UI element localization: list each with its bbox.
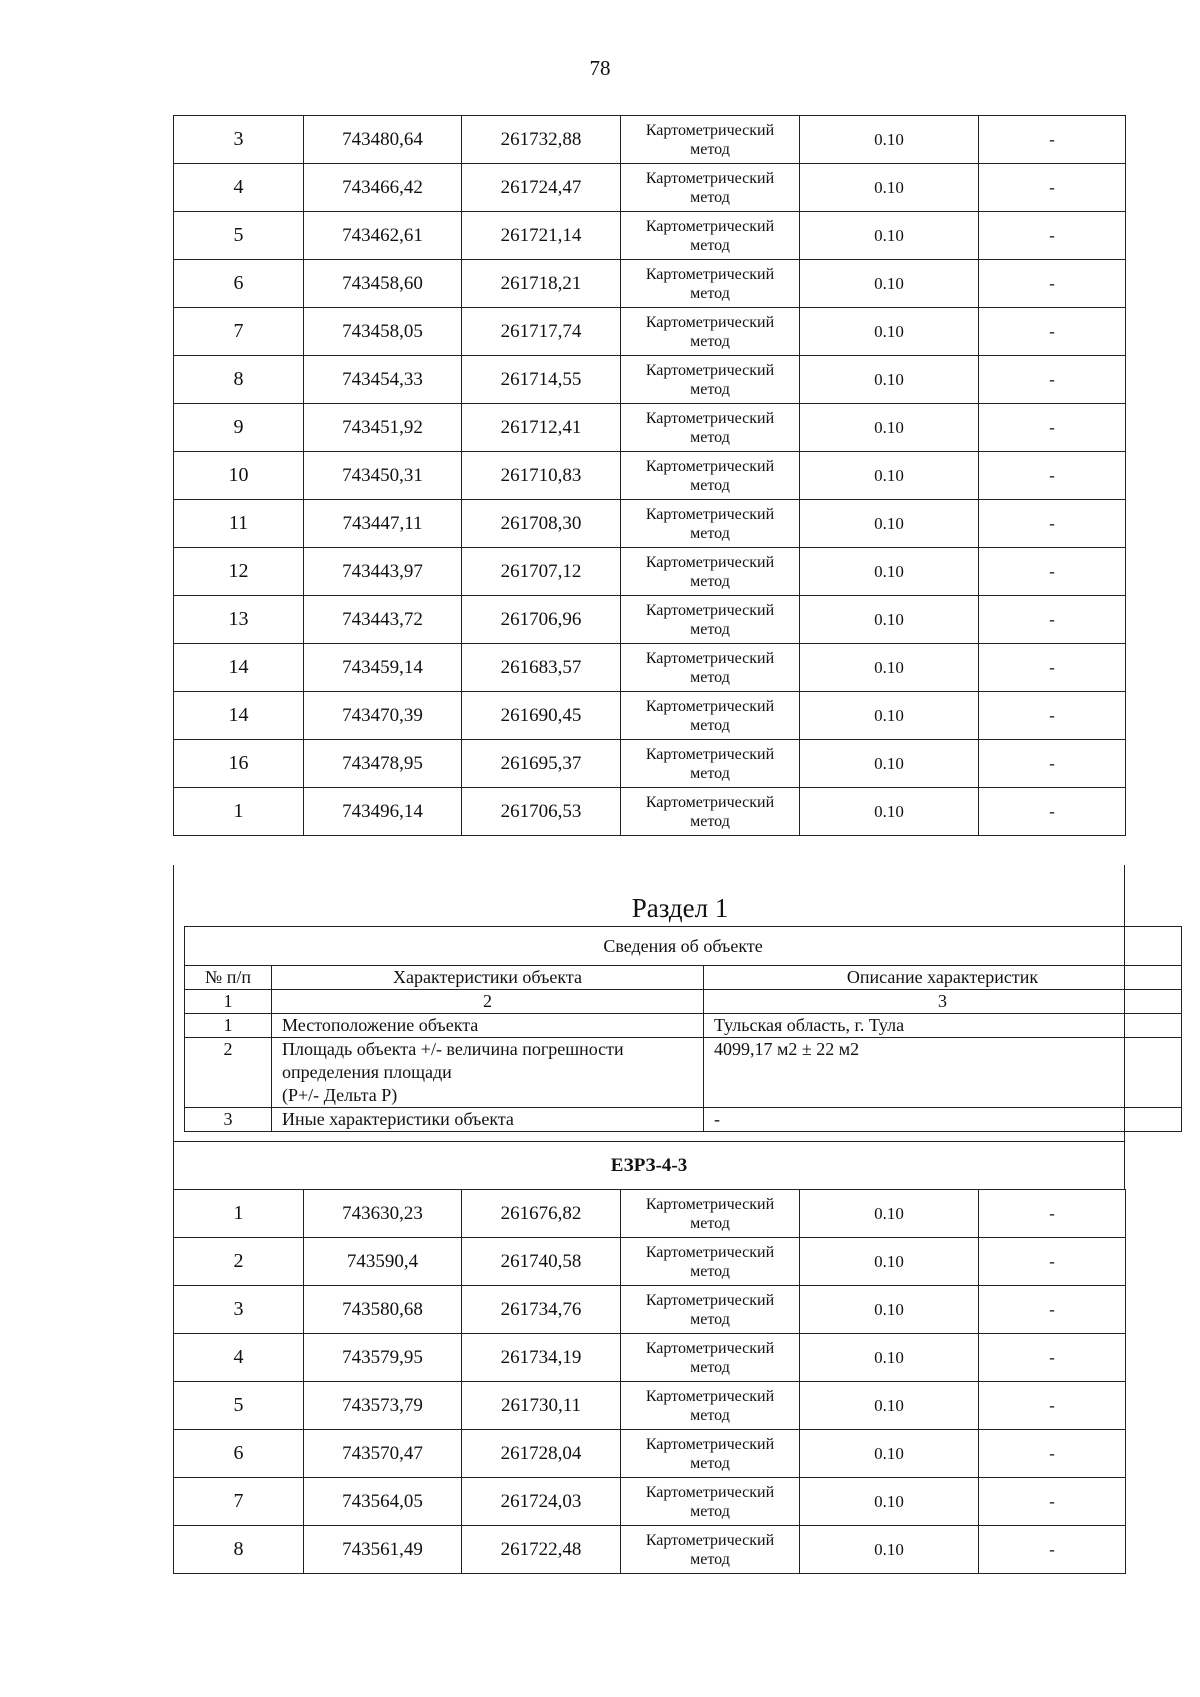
info-row [185, 1014, 1182, 1038]
method-line: метод [690, 236, 730, 254]
accuracy: 0.10 [800, 356, 979, 404]
point-number: 11 [174, 500, 304, 548]
index-cell: 2 [272, 990, 704, 1014]
coord-y: 261717,74 [462, 308, 621, 356]
point-number: 7 [174, 308, 304, 356]
table-row [174, 164, 1126, 212]
method-line: метод [690, 524, 730, 542]
coord-y: 261690,45 [462, 692, 621, 740]
method-line: Картометрический [645, 121, 775, 139]
method-cell [621, 164, 800, 212]
info-row [185, 1108, 1182, 1132]
method-line: Картометрический [645, 313, 775, 331]
method-cell [621, 1238, 800, 1286]
coord-x: 743579,95 [304, 1334, 462, 1382]
method-line: метод [690, 1550, 730, 1568]
table-row [174, 404, 1126, 452]
accuracy: 0.10 [800, 740, 979, 788]
method-line: метод [690, 332, 730, 350]
coord-y: 261724,03 [462, 1478, 621, 1526]
point-number: 5 [174, 1382, 304, 1430]
section-title: Раздел 1 [631, 893, 729, 923]
table-row [174, 596, 1126, 644]
coord-y: 261710,83 [462, 452, 621, 500]
method-line: Картометрический [645, 217, 775, 235]
method-line: метод [690, 476, 730, 494]
method-line: метод [690, 284, 730, 302]
description: - [979, 500, 1126, 548]
coord-y: 261714,55 [462, 356, 621, 404]
method-line: метод [690, 428, 730, 446]
method-line: метод [690, 764, 730, 782]
point-number: 3 [174, 116, 304, 164]
method-line: метод [690, 572, 730, 590]
description: - [979, 548, 1126, 596]
accuracy: 0.10 [800, 116, 979, 164]
description: - [979, 308, 1126, 356]
method-line: метод [690, 188, 730, 206]
info-name-line: Площадь объекта +/- величина погрешности [282, 1039, 624, 1059]
accuracy: 0.10 [800, 692, 979, 740]
info-caption-row [185, 927, 1182, 966]
table-row [174, 1334, 1126, 1382]
method-line: Картометрический [645, 745, 775, 763]
table-row [174, 212, 1126, 260]
method-cell [621, 692, 800, 740]
coord-x: 743459,14 [304, 644, 462, 692]
coord-y: 261721,14 [462, 212, 621, 260]
coord-x: 743454,33 [304, 356, 462, 404]
method-cell [621, 356, 800, 404]
info-row-name [272, 1014, 704, 1038]
point-number: 5 [174, 212, 304, 260]
description: - [979, 1382, 1126, 1430]
accuracy: 0.10 [800, 1190, 979, 1238]
table-row [174, 1190, 1126, 1238]
coord-y: 261724,47 [462, 164, 621, 212]
coord-x: 743478,95 [304, 740, 462, 788]
coord-x: 743451,92 [304, 404, 462, 452]
coord-x: 743458,60 [304, 260, 462, 308]
method-cell [621, 788, 800, 836]
coord-y: 261734,76 [462, 1286, 621, 1334]
description: - [979, 1334, 1126, 1382]
accuracy: 0.10 [800, 596, 979, 644]
accuracy: 0.10 [800, 1478, 979, 1526]
method-cell [621, 1430, 800, 1478]
accuracy: 0.10 [800, 212, 979, 260]
accuracy: 0.10 [800, 1430, 979, 1478]
method-cell [621, 260, 800, 308]
table-row [174, 1382, 1126, 1430]
accuracy: 0.10 [800, 1334, 979, 1382]
method-line: Картометрический [645, 505, 775, 523]
accuracy: 0.10 [800, 1382, 979, 1430]
coord-y: 261683,57 [462, 644, 621, 692]
method-line: Картометрический [645, 793, 775, 811]
index-cell: 1 [185, 990, 272, 1014]
info-header-row [185, 966, 1182, 990]
table-row [174, 548, 1126, 596]
info-name-line: Местоположение объекта [282, 1015, 479, 1035]
info-name-line: (Р+/- Дельта Р) [282, 1085, 398, 1105]
accuracy: 0.10 [800, 644, 979, 692]
method-line: Картометрический [645, 553, 775, 571]
coord-x: 743564,05 [304, 1478, 462, 1526]
method-line: Картометрический [645, 409, 775, 427]
coord-y: 261722,48 [462, 1526, 621, 1574]
info-row-value: - [704, 1108, 1182, 1132]
coord-x: 743447,11 [304, 500, 462, 548]
method-line: метод [690, 1310, 730, 1328]
point-number: 1 [174, 788, 304, 836]
accuracy: 0.10 [800, 404, 979, 452]
header-description: Описание характеристик [704, 966, 1182, 990]
point-number: 13 [174, 596, 304, 644]
coord-x: 743458,05 [304, 308, 462, 356]
object-info-table [184, 926, 1182, 1132]
method-line: Картометрический [645, 265, 775, 283]
info-row-value: 4099,17 м2 ± 22 м2 [704, 1038, 1182, 1108]
point-number: 8 [174, 356, 304, 404]
method-cell [621, 548, 800, 596]
coord-x: 743443,97 [304, 548, 462, 596]
description: - [979, 260, 1126, 308]
coord-y: 261740,58 [462, 1238, 621, 1286]
coord-x: 743450,31 [304, 452, 462, 500]
table-row [174, 116, 1126, 164]
method-line: Картометрический [645, 457, 775, 475]
accuracy: 0.10 [800, 452, 979, 500]
method-line: Картометрический [645, 1195, 775, 1213]
coord-x: 743573,79 [304, 1382, 462, 1430]
method-line: Картометрический [645, 1339, 775, 1357]
info-name-line: Иные характеристики объекта [282, 1109, 514, 1129]
description: - [979, 1430, 1126, 1478]
method-line: метод [690, 1214, 730, 1232]
method-cell [621, 1526, 800, 1574]
info-row [185, 1038, 1182, 1108]
info-row-name [272, 1038, 704, 1108]
point-number: 8 [174, 1526, 304, 1574]
method-cell [621, 596, 800, 644]
coord-y: 261706,53 [462, 788, 621, 836]
point-number: 12 [174, 548, 304, 596]
description: - [979, 1526, 1126, 1574]
table-row [174, 1526, 1126, 1574]
point-number: 3 [174, 1286, 304, 1334]
method-line: Картометрический [645, 1387, 775, 1405]
table-row [174, 308, 1126, 356]
info-caption: Сведения об объекте [185, 927, 1182, 966]
coord-y: 261706,96 [462, 596, 621, 644]
table-row [174, 260, 1126, 308]
coord-x: 743462,61 [304, 212, 462, 260]
coord-y: 261695,37 [462, 740, 621, 788]
header-number: № п/п [185, 966, 272, 990]
coord-x: 743580,68 [304, 1286, 462, 1334]
description: - [979, 596, 1126, 644]
point-number: 14 [174, 692, 304, 740]
method-line: метод [690, 380, 730, 398]
method-line: метод [690, 620, 730, 638]
table-row [174, 500, 1126, 548]
method-line: Картометрический [645, 1483, 775, 1501]
coord-y: 261718,21 [462, 260, 621, 308]
info-row-number: 3 [185, 1108, 272, 1132]
description: - [979, 212, 1126, 260]
info-row-value: Тульская область, г. Тула [704, 1014, 1182, 1038]
method-line: метод [690, 1262, 730, 1280]
accuracy: 0.10 [800, 1238, 979, 1286]
method-cell [621, 500, 800, 548]
info-row-name [272, 1108, 704, 1132]
header-characteristics: Характеристики объекта [272, 966, 704, 990]
method-cell [621, 212, 800, 260]
description: - [979, 1238, 1126, 1286]
page-number: 78 [589, 56, 611, 80]
point-number: 4 [174, 1334, 304, 1382]
description: - [979, 404, 1126, 452]
accuracy: 0.10 [800, 260, 979, 308]
table-row [174, 692, 1126, 740]
method-line: Картометрический [645, 361, 775, 379]
info-row-number: 2 [185, 1038, 272, 1108]
method-line: Картометрический [645, 601, 775, 619]
accuracy: 0.10 [800, 308, 979, 356]
point-number: 6 [174, 1430, 304, 1478]
accuracy: 0.10 [800, 164, 979, 212]
description: - [979, 164, 1126, 212]
description: - [979, 452, 1126, 500]
table-row [174, 644, 1126, 692]
method-cell [621, 308, 800, 356]
description: - [979, 644, 1126, 692]
coord-y: 261708,30 [462, 500, 621, 548]
coord-x: 743561,49 [304, 1526, 462, 1574]
method-cell [621, 116, 800, 164]
info-index-row [185, 990, 1182, 1014]
method-cell [621, 404, 800, 452]
point-number: 4 [174, 164, 304, 212]
coord-y: 261732,88 [462, 116, 621, 164]
coord-y: 261728,04 [462, 1430, 621, 1478]
method-cell [621, 452, 800, 500]
table-row [174, 452, 1126, 500]
description: - [979, 1190, 1126, 1238]
accuracy: 0.10 [800, 1286, 979, 1334]
description: - [979, 356, 1126, 404]
table-row [174, 740, 1126, 788]
method-cell [621, 1382, 800, 1430]
coord-x: 743570,47 [304, 1430, 462, 1478]
point-number: 14 [174, 644, 304, 692]
method-line: метод [690, 716, 730, 734]
table-row [174, 1238, 1126, 1286]
method-line: Картометрический [645, 1291, 775, 1309]
description: - [979, 740, 1126, 788]
table-row [174, 1286, 1126, 1334]
method-line: Картометрический [645, 1435, 775, 1453]
coord-x: 743470,39 [304, 692, 462, 740]
accuracy: 0.10 [800, 500, 979, 548]
coordinates-table-lower [173, 1189, 1126, 1574]
method-line: метод [690, 668, 730, 686]
table-row [174, 788, 1126, 836]
method-cell [621, 1478, 800, 1526]
accuracy: 0.10 [800, 788, 979, 836]
method-line: метод [690, 140, 730, 158]
description: - [979, 1478, 1126, 1526]
coord-y: 261707,12 [462, 548, 621, 596]
description: - [979, 692, 1126, 740]
method-line: Картометрический [645, 1531, 775, 1549]
table-row [174, 1430, 1126, 1478]
point-number: 10 [174, 452, 304, 500]
method-line: метод [690, 1502, 730, 1520]
point-number: 1 [174, 1190, 304, 1238]
coord-x: 743480,64 [304, 116, 462, 164]
subsection-title: ЕЗРЗ-4-3 [173, 1141, 1125, 1190]
coord-x: 743466,42 [304, 164, 462, 212]
accuracy: 0.10 [800, 548, 979, 596]
description: - [979, 788, 1126, 836]
point-number: 9 [174, 404, 304, 452]
info-name-line: определения площади [282, 1062, 452, 1082]
coordinates-table-upper [173, 115, 1126, 836]
method-cell [621, 1190, 800, 1238]
point-number: 16 [174, 740, 304, 788]
table-row [174, 356, 1126, 404]
method-line: метод [690, 1406, 730, 1424]
method-line: метод [690, 812, 730, 830]
coord-x: 743630,23 [304, 1190, 462, 1238]
coord-y: 261730,11 [462, 1382, 621, 1430]
method-line: Картометрический [645, 649, 775, 667]
coord-y: 261676,82 [462, 1190, 621, 1238]
point-number: 2 [174, 1238, 304, 1286]
coord-y: 261712,41 [462, 404, 621, 452]
description: - [979, 1286, 1126, 1334]
method-line: Картометрический [645, 697, 775, 715]
method-cell [621, 1286, 800, 1334]
table-row [174, 1478, 1126, 1526]
coord-x: 743443,72 [304, 596, 462, 644]
index-cell: 3 [704, 990, 1182, 1014]
method-line: метод [690, 1358, 730, 1376]
coord-x: 743590,4 [304, 1238, 462, 1286]
method-cell [621, 740, 800, 788]
point-number: 7 [174, 1478, 304, 1526]
coord-y: 261734,19 [462, 1334, 621, 1382]
method-line: Картометрический [645, 169, 775, 187]
point-number: 6 [174, 260, 304, 308]
method-line: метод [690, 1454, 730, 1472]
coord-x: 743496,14 [304, 788, 462, 836]
method-cell [621, 644, 800, 692]
method-cell [621, 1334, 800, 1382]
info-row-number: 1 [185, 1014, 272, 1038]
description: - [979, 116, 1126, 164]
method-line: Картометрический [645, 1243, 775, 1261]
accuracy: 0.10 [800, 1526, 979, 1574]
